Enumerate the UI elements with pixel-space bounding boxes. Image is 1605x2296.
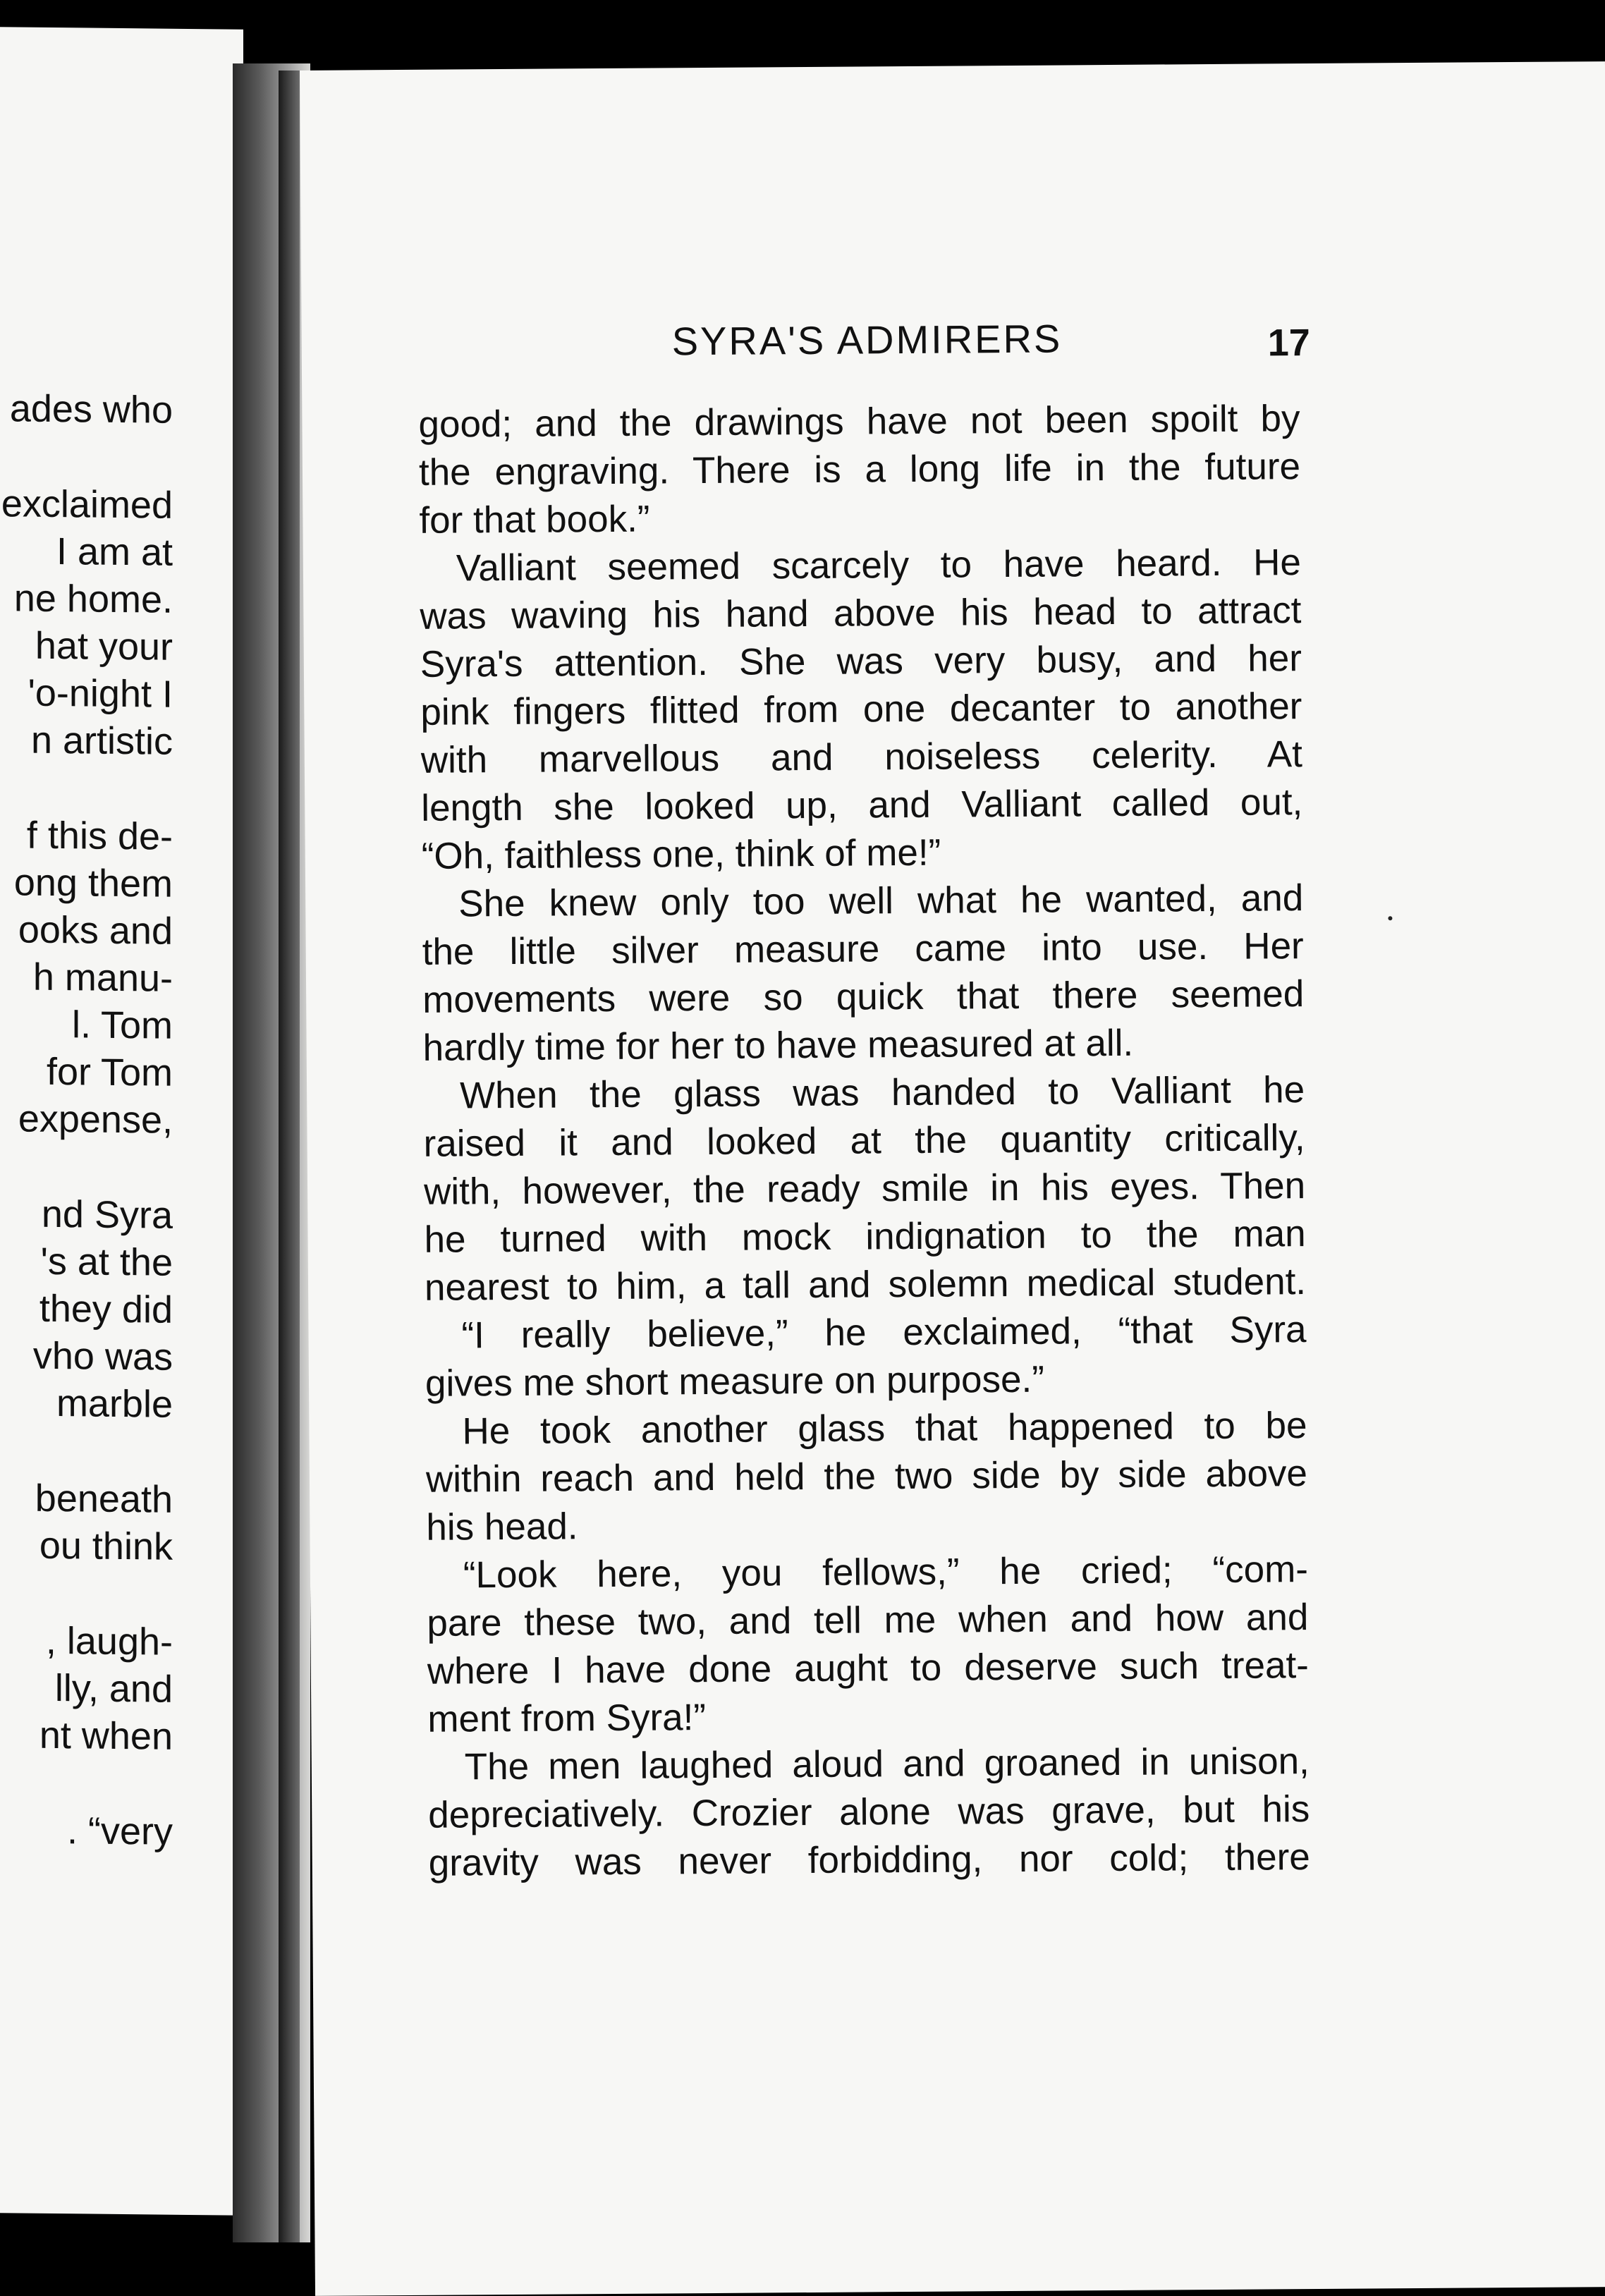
- text-line: nearest to him, a tall and solemn medical student.: [424, 1261, 1307, 1309]
- left-line-12: l. Tom: [71, 1003, 173, 1047]
- left-line-5: hat your: [35, 624, 173, 668]
- text-line: She knew only too well what he wanted, and: [458, 877, 1304, 925]
- left-line-15: nd Syra: [41, 1192, 173, 1237]
- text-line: he turned with mock indignation to the man: [424, 1213, 1306, 1261]
- left-line-14: expense,: [18, 1097, 173, 1142]
- text-line: ment from Syra!”: [427, 1697, 707, 1740]
- text-line: hardly time for her to have measured at all.: [422, 1022, 1134, 1069]
- text-line: “Oh, faithless one, think of me!”: [421, 831, 941, 877]
- left-line-10: ooks and: [18, 908, 173, 953]
- text-line: where I have done aught to deserve such treat-: [427, 1644, 1310, 1692]
- page-number: 17: [1267, 322, 1311, 365]
- text-line: movements were so quick that there seemed: [422, 973, 1305, 1021]
- left-line-17: they did: [39, 1287, 173, 1331]
- left-line-8: f this de-: [26, 814, 173, 858]
- left-line-19: marble: [56, 1382, 173, 1426]
- body-text: [418, 395, 1310, 1888]
- text-line: was waving his hand above his head to attract: [420, 590, 1302, 637]
- text-line: his head.: [426, 1506, 578, 1549]
- left-line-24: nt when: [39, 1714, 173, 1758]
- text-line: He took another glass that happened to be: [462, 1405, 1307, 1453]
- left-line-1: ades who: [9, 387, 173, 432]
- text-line: with, however, the ready smile in his eyes. Then: [423, 1165, 1306, 1213]
- text-line: “Look here, you fellows,” he cried; “com-: [463, 1549, 1309, 1596]
- text-line: the little silver measure came into use. Her: [422, 925, 1304, 973]
- left-line-22: , laugh-: [45, 1619, 173, 1663]
- book-gutter-edge: [279, 71, 300, 2242]
- text-line: pare these two, and tell me when and how and: [427, 1596, 1309, 1644]
- left-line-11: h manu-: [32, 955, 173, 1000]
- text-line: “I really believe,” he exclaimed, “that Syra: [461, 1309, 1307, 1357]
- text-line: Syra's attention. She was very busy, and her: [420, 637, 1302, 685]
- left-line-13: for Tom: [46, 1050, 173, 1094]
- text-line: length she looked up, and Valliant called out,: [421, 781, 1303, 829]
- left-line-7: n artistic: [30, 719, 173, 763]
- right-page: [300, 61, 1605, 2296]
- text-line: for that book.”: [419, 498, 650, 542]
- text-line: The men laughed aloud and groaned in unison,: [464, 1740, 1310, 1788]
- running-head: SYRA'S ADMIRERS: [671, 316, 1063, 364]
- left-line-25: . “very: [66, 1809, 173, 1853]
- ink-speck: [1388, 916, 1392, 920]
- text-line: When the glass was handed to Valliant he: [459, 1069, 1305, 1117]
- left-line-18: vho was: [32, 1334, 173, 1379]
- left-line-2: exclaimed: [1, 482, 173, 527]
- left-page: [0, 27, 243, 2216]
- text-line: gravity was never forbidding, nor cold; there: [428, 1836, 1310, 1884]
- left-line-16: 's at the: [40, 1240, 173, 1284]
- text-line: Valliant seemed scarcely to have heard. He: [456, 542, 1302, 590]
- left-line-20: beneath: [35, 1477, 173, 1521]
- left-line-21: ou think: [39, 1524, 173, 1568]
- text-line: with marvellous and noiseless celerity. At: [420, 733, 1303, 781]
- text-line: raised it and looked at the quantity critically,: [423, 1117, 1305, 1165]
- text-line: the engraving. There is a long life in the future: [418, 446, 1301, 494]
- left-line-4: ne home.: [13, 577, 173, 621]
- text-line: good; and the drawings have not been spoilt by: [418, 398, 1300, 446]
- text-line: within reach and held the two side by side above: [425, 1453, 1308, 1501]
- text-line: gives me short measure on purpose.”: [425, 1358, 1045, 1405]
- left-line-9: ong them: [13, 861, 173, 905]
- left-line-23: lly, and: [54, 1667, 173, 1711]
- text-line: depreciatively. Crozier alone was grave, but his: [428, 1788, 1310, 1836]
- left-line-6: 'o-night I: [28, 671, 173, 716]
- left-line-3: I am at: [56, 530, 173, 574]
- text-line: pink fingers flitted from one decanter to another: [420, 685, 1302, 733]
